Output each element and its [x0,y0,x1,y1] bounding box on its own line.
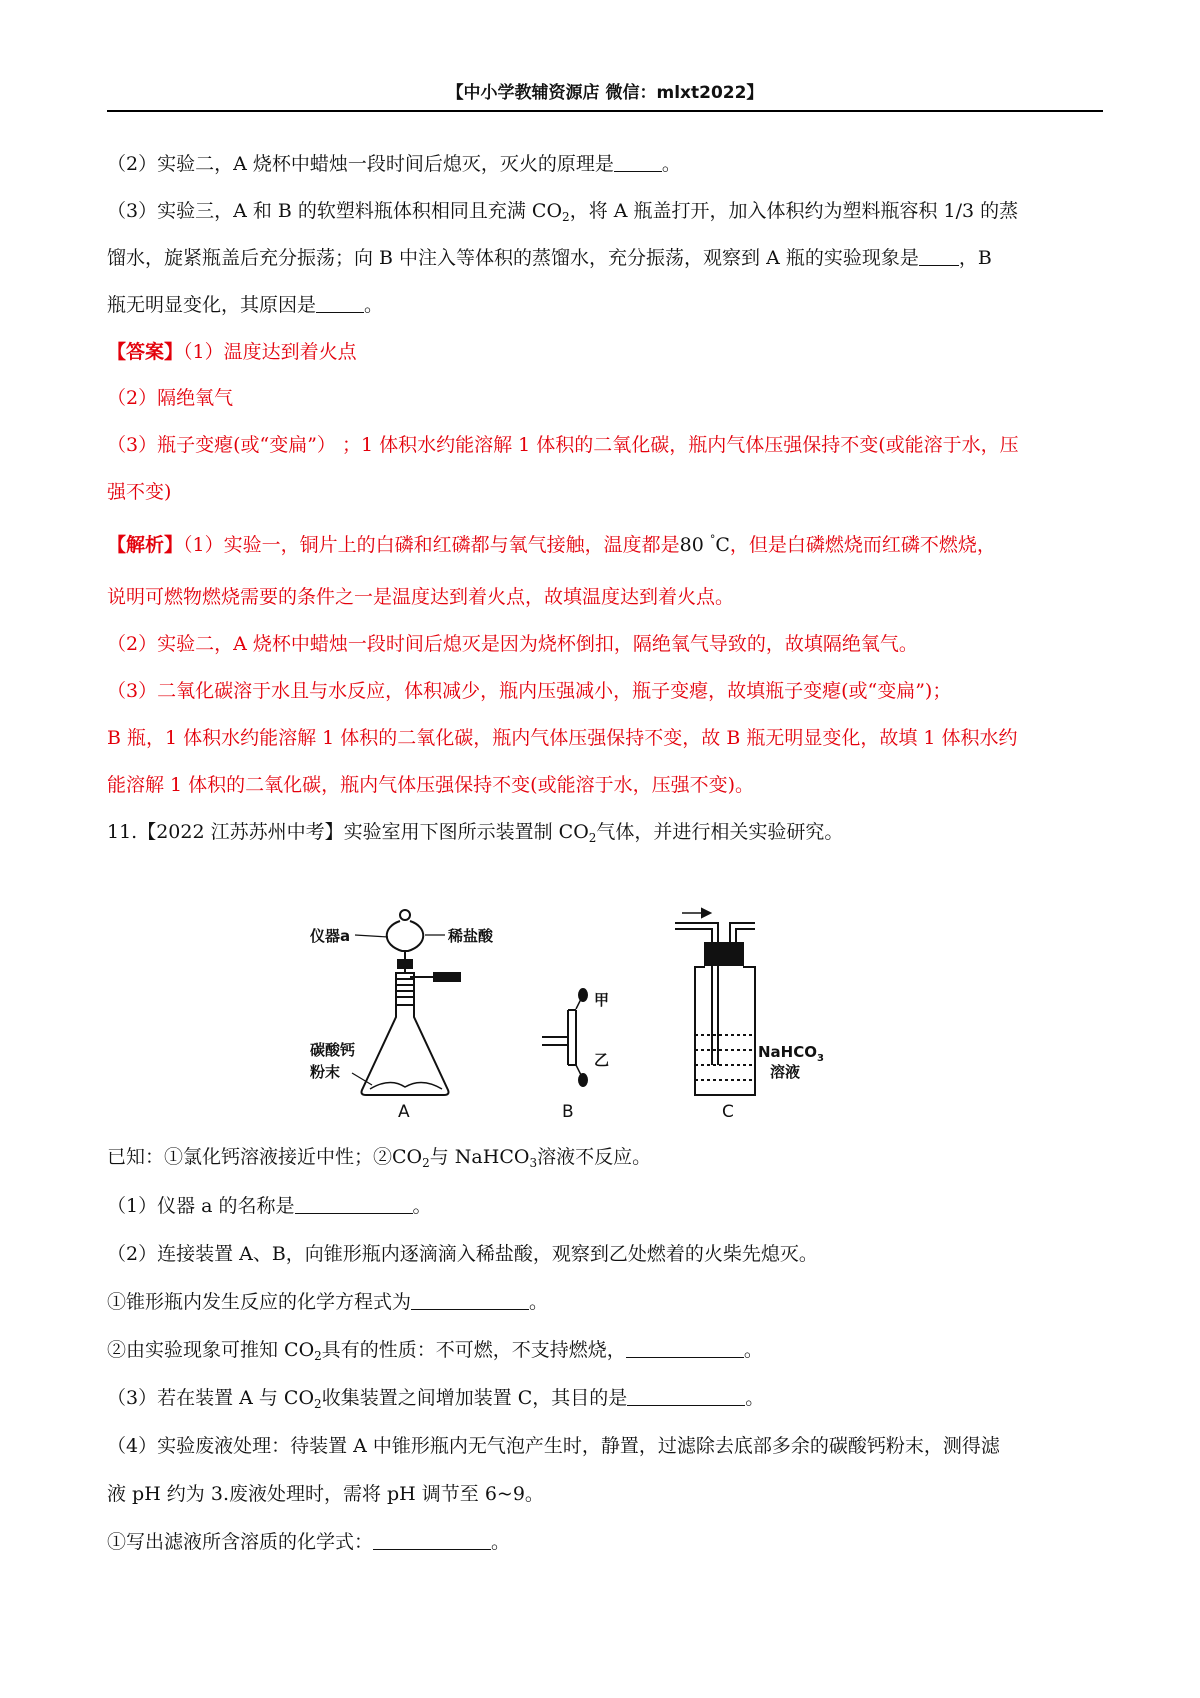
q11-part4-1: ①写出滤液所含溶质的化学式： 。 [107,1531,511,1553]
apparatus-b [542,989,587,1086]
q10-part3-line2: 馏水，旋紧瓶盖后充分振荡；向 B 中注入等体积的蒸馏水，充分振荡，观察到 A 瓶的实验现象是 ，B [107,247,992,269]
q10-part3-line3: 瓶无明显变化，其原因是 。 [107,294,384,316]
answer-blank [627,1387,745,1406]
answer-blank [316,294,364,313]
analysis-line1: 【解析】（1）实验一，铜片上的白磷和红磷都与氧气接触，温度都是80 °C，但是白磷燃烧而红磷不燃烧， [107,533,996,556]
q11-part2-2: ②由实验现象可推知 $CO_2$具有的性质：不可燃，不支持燃烧， 。 [107,1339,763,1363]
label-jia: 甲 [594,991,610,1009]
analysis-line3: （2）实验二，A 烧杯中蜡烛一段时间后熄灭是因为烧杯倒扣，隔绝氧气导致的，故填隔绝氧气。 [107,633,918,655]
page-header: 【中小学教辅资源店 微信：mlxt2022】 [446,83,764,103]
answer-blank [411,1291,529,1310]
q10-part2: （2）实验二，A 烧杯中蜡烛一段时间后熄灭，灭火的原理是 。 [107,153,681,175]
answer-blank [614,153,662,172]
answer-blank [919,247,959,266]
analysis-line2: 说明可燃物燃烧需要的条件之一是温度达到着火点，故填温度达到着火点。 [107,586,735,608]
label-yi: 乙 [594,1051,610,1069]
label-nahco3: NaHCO$_3$ [758,1043,824,1064]
answer-blank [626,1339,744,1358]
q11-known: 已知：①氯化钙溶液接近中性；$②CO_2$与 NaHCO$_3$溶液不反应。 [107,1146,652,1170]
apparatus-figure [310,905,910,1120]
label-caco3-1: 碳酸钙 [310,1041,356,1059]
answer-blank [295,1195,413,1214]
q10-part3-line1: （3）实验三，A 和 B 的软塑料瓶体积相同且充满 $CO_2$，将 A 瓶盖打开，加入体积约为塑料瓶容积 1/3 的蒸 [107,200,1019,224]
label-instrument-a: 仪器a [310,927,351,945]
label-caco3-2: 粉末 [310,1063,341,1081]
label-a: A [398,1102,410,1120]
analysis-tag: 【解析】 [107,534,184,556]
q11-part3: （3）若在装置 A 与 $CO_2$收集装置之间增加装置 C，其目的是 。 [107,1387,765,1411]
answer-line1: 【答案】（1）温度达到着火点 [107,341,357,363]
apparatus-c [675,909,755,1095]
answer-tag: 【答案】 [107,341,184,363]
answer-line3: （3）瓶子变瘪(或“变扁”） ；1 体积水约能溶解 1 体积的二氧化碳，瓶内气体压强保持不变(或能溶于水，压 [107,434,1019,456]
q11-part4-line1: （4）实验废液处理：待装置 A 中锥形瓶内无气泡产生时，静置，过滤除去底部多余的碳酸钙粉末，测得滤 [107,1435,1000,1457]
apparatus-a [362,910,461,1095]
analysis-line6: 能溶解 1 体积的二氧化碳，瓶内气体压强保持不变(或能溶于水，压强不变)。 [107,774,754,796]
q11-part2-1: ①锥形瓶内发生反应的化学方程式为 。 [107,1291,549,1313]
label-b: B [562,1102,574,1120]
analysis-line4: （3）二氧化碳溶于水且与水反应，体积减少，瓶内压强减小，瓶子变瘪，故填瓶子变瘪(或“变扁”)； [107,680,952,702]
q11-part4-line2: 液 pH 约为 3.废液处理时，需将 pH 调节至 6~9。 [107,1483,544,1505]
q11-part2: （2）连接装置 A、B，向锥形瓶内逐滴滴入稀盐酸，观察到乙处燃着的火柴先熄灭。 [107,1243,818,1265]
q11-stem: 11.【2022 江苏苏州中考】实验室用下图所示装置制 $CO_2$气体，并进行相关实验研究。 [107,821,844,845]
answer-blank [373,1531,491,1550]
label-hcl: 稀盐酸 [448,927,494,945]
header-divider [107,110,1103,112]
label-c: C [722,1102,734,1120]
answer-line4: 强不变) [107,481,172,503]
answer-line2: （2）隔绝氧气 [107,387,234,409]
q11-part1: （1）仪器 a 的名称是 。 [107,1195,432,1217]
label-solution: 溶液 [770,1063,801,1081]
analysis-line5: B 瓶，1 体积水约能溶解 1 体积的二氧化碳，瓶内气体压强保持不变，故 B 瓶无明显变化，故填 1 体积水约 [107,727,1018,749]
